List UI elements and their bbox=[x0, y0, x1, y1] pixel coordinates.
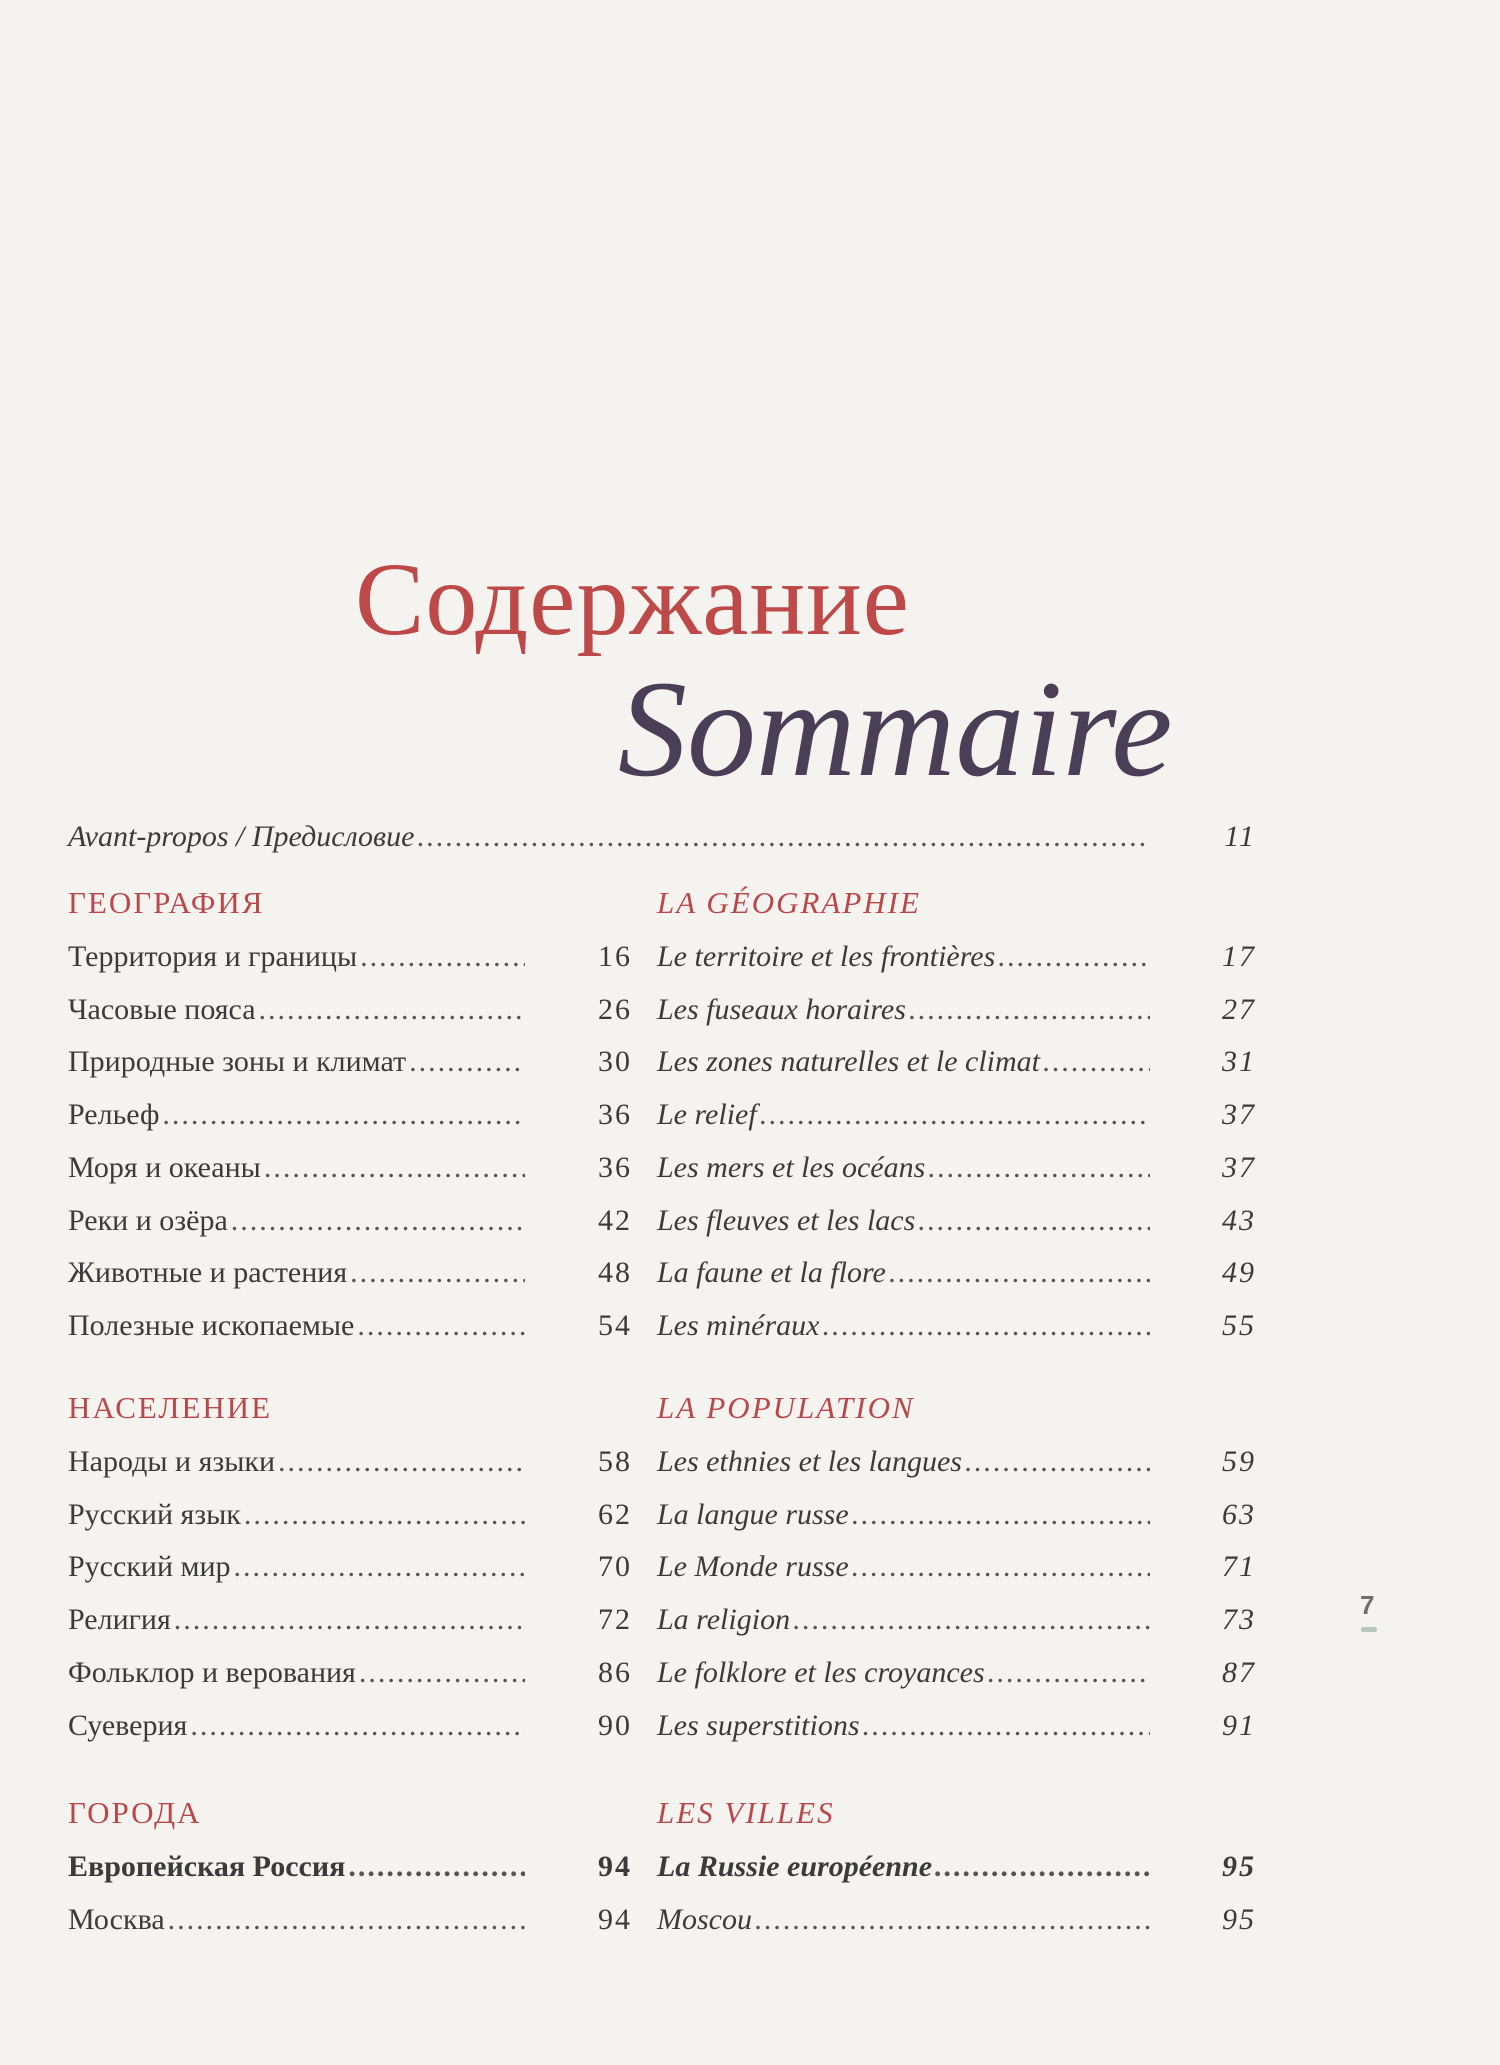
toc-entry-page: 58 bbox=[598, 1445, 632, 1478]
toc-entry-page: 95 bbox=[1222, 1902, 1256, 1936]
toc-entry-title: Полезные ископаемые bbox=[68, 1308, 355, 1342]
section-heading-ru: НАСЕЛЕНИЕ bbox=[68, 1390, 273, 1425]
section-heading-ru: ГЕОГРАФИЯ bbox=[68, 885, 265, 920]
toc-entry-title: Les ethnies et les langues bbox=[657, 1445, 962, 1478]
toc-entry-ru bbox=[68, 1850, 632, 1890]
toc-entry-page: 70 bbox=[598, 1550, 632, 1584]
toc-entry-page: 63 bbox=[1222, 1497, 1256, 1531]
toc-entry-page: 62 bbox=[598, 1497, 632, 1531]
toc-entry-title: Moscou bbox=[657, 1902, 752, 1936]
toc-entry-title: Москва bbox=[68, 1902, 165, 1936]
toc-entry-page: 11 bbox=[1224, 820, 1256, 853]
toc-entry-page: 59 bbox=[1222, 1445, 1256, 1478]
toc-entry-page: 27 bbox=[1222, 992, 1256, 1026]
toc-entry-page: 31 bbox=[1222, 1045, 1256, 1079]
section-heading-fr: LA POPULATION bbox=[657, 1390, 915, 1425]
toc-entry-title: La langue russe bbox=[657, 1497, 849, 1531]
toc-entry-title: Le folklore et les croyances bbox=[657, 1655, 985, 1689]
toc-entry-ru bbox=[68, 1256, 632, 1296]
toc-entry-fr bbox=[657, 1098, 1256, 1138]
toc-entry-title: Русский мир bbox=[68, 1550, 231, 1584]
page-number-marker bbox=[1361, 1627, 1377, 1632]
toc-entry-title: Рельеф bbox=[68, 1098, 160, 1132]
toc-dot-leader bbox=[162, 1098, 525, 1132]
toc-dot-leader bbox=[234, 1550, 525, 1584]
toc-foreword bbox=[68, 820, 1256, 860]
toc-entry-ru bbox=[68, 1150, 632, 1191]
toc-dot-leader bbox=[278, 1445, 525, 1479]
toc-entry-ru bbox=[68, 1603, 632, 1643]
toc-entry-fr bbox=[657, 1603, 1256, 1643]
toc-entry-title: Часовые пояса bbox=[68, 992, 256, 1026]
toc-dot-leader bbox=[965, 1445, 1150, 1479]
toc-entry-fr bbox=[657, 1445, 1256, 1485]
toc-dot-leader bbox=[935, 1850, 1150, 1884]
toc-entry-fr bbox=[657, 1256, 1256, 1296]
toc-entry-ru bbox=[68, 1655, 632, 1696]
toc-entry-title: Фольклор и верования bbox=[68, 1655, 356, 1689]
toc-dot-leader bbox=[174, 1603, 525, 1637]
toc-dot-leader bbox=[863, 1709, 1150, 1743]
toc-entry-title: La faune et la flore bbox=[657, 1256, 886, 1290]
toc-entry-title: Les minéraux bbox=[657, 1308, 820, 1342]
toc-entry-ru bbox=[68, 940, 632, 980]
toc-dot-leader bbox=[755, 1903, 1150, 1937]
toc-entry-page: 94 bbox=[598, 1850, 632, 1883]
toc-entry-title: Les mers et les océans bbox=[657, 1150, 926, 1184]
toc-entry-title: Территория и границы bbox=[68, 940, 358, 973]
toc-dot-leader bbox=[918, 1204, 1150, 1238]
toc-entry-ru bbox=[68, 1497, 632, 1538]
toc-dot-leader bbox=[852, 1550, 1150, 1584]
section-heading-fr: LA GÉOGRAPHIE bbox=[657, 885, 921, 920]
section-heading-fr: LES VILLES bbox=[657, 1795, 835, 1830]
toc-entry-title: Le relief bbox=[657, 1098, 757, 1132]
toc-entry-title: Суеверия bbox=[68, 1708, 188, 1742]
toc-dot-leader bbox=[417, 820, 1150, 854]
toc-dot-leader bbox=[190, 1709, 525, 1743]
section-heading-ru: ГОРОДА bbox=[68, 1795, 202, 1830]
toc-dot-leader bbox=[359, 1656, 525, 1690]
toc-entry-ru bbox=[68, 1445, 632, 1485]
toc-entry-ru bbox=[68, 992, 632, 1033]
toc-entry-title: La Russie européenne bbox=[657, 1850, 933, 1883]
toc-entry-title: Реки и озёра bbox=[68, 1203, 228, 1237]
toc-entry-title: Европейская Россия bbox=[68, 1850, 346, 1883]
toc-dot-leader bbox=[259, 993, 525, 1027]
toc-entry-fr bbox=[657, 1045, 1256, 1085]
toc-entry-title: Les zones naturelles et le climat bbox=[657, 1045, 1040, 1079]
toc-entry-fr bbox=[657, 1203, 1256, 1244]
toc-entry-page: 37 bbox=[1222, 1098, 1256, 1132]
toc-entry-fr bbox=[657, 1550, 1256, 1590]
toc-entry-page: 72 bbox=[598, 1603, 632, 1637]
toc-dot-leader bbox=[760, 1098, 1150, 1132]
toc-entry-page: 73 bbox=[1222, 1603, 1256, 1637]
toc-dot-leader bbox=[928, 1151, 1150, 1185]
toc-entry-page: 94 bbox=[598, 1902, 632, 1936]
toc-dot-leader bbox=[360, 940, 525, 974]
toc-dot-leader bbox=[1043, 1045, 1150, 1079]
toc-dot-leader bbox=[264, 1151, 525, 1185]
toc-entry-fr bbox=[657, 1308, 1256, 1349]
toc-entry-page: 87 bbox=[1222, 1655, 1256, 1689]
toc-dot-leader bbox=[168, 1903, 525, 1937]
page-title-fr: Sommaire bbox=[618, 652, 1173, 805]
toc-entry-ru bbox=[68, 1045, 632, 1085]
toc-entry-fr bbox=[657, 1850, 1256, 1890]
toc-dot-leader bbox=[889, 1256, 1150, 1290]
toc-entry-ru bbox=[68, 1203, 632, 1244]
toc-entry-fr bbox=[657, 1655, 1256, 1696]
toc-entry-page: 55 bbox=[1222, 1308, 1256, 1342]
toc-entry-title: Русский язык bbox=[68, 1497, 241, 1531]
toc-entry-page: 71 bbox=[1222, 1550, 1256, 1584]
toc-entry-page: 48 bbox=[598, 1256, 632, 1290]
toc-entry-page: 17 bbox=[1222, 940, 1256, 973]
toc-entry-title: Les fuseaux horaires bbox=[657, 992, 906, 1026]
toc-entry-page: 26 bbox=[598, 992, 632, 1026]
toc-entry-page: 86 bbox=[598, 1655, 632, 1689]
toc-entry-ru bbox=[68, 1708, 632, 1749]
toc-dot-leader bbox=[231, 1204, 525, 1238]
toc-dot-leader bbox=[822, 1309, 1150, 1343]
toc-entry-title: Народы и языки bbox=[68, 1445, 276, 1478]
toc-dot-leader bbox=[244, 1498, 525, 1532]
toc-dot-leader bbox=[409, 1045, 525, 1079]
toc-entry-title: Avant-propos / Предисловие bbox=[68, 820, 415, 853]
toc-entry-title: La religion bbox=[657, 1603, 791, 1637]
toc-entry-title: Les fleuves et les lacs bbox=[657, 1203, 916, 1237]
toc-entry-page: 36 bbox=[598, 1098, 632, 1132]
toc-entry-page: 42 bbox=[598, 1203, 632, 1237]
toc-entry-page: 16 bbox=[598, 940, 632, 973]
toc-entry-fr bbox=[657, 992, 1256, 1033]
toc-dot-leader bbox=[793, 1603, 1150, 1637]
toc-entry-ru bbox=[68, 1098, 632, 1138]
page-number: 7 bbox=[1360, 1590, 1375, 1620]
toc-dot-leader bbox=[852, 1498, 1150, 1532]
toc-entry-fr bbox=[657, 1150, 1256, 1191]
toc-entry-title: Les superstitions bbox=[657, 1708, 860, 1742]
toc-entry-ru bbox=[68, 1550, 632, 1590]
toc-entry-fr bbox=[657, 1497, 1256, 1538]
toc-dot-leader bbox=[350, 1256, 525, 1290]
toc-dot-leader bbox=[348, 1850, 525, 1884]
toc-dot-leader bbox=[357, 1309, 525, 1343]
toc-entry-fr bbox=[657, 1902, 1256, 1943]
toc-entry-page: 43 bbox=[1222, 1203, 1256, 1237]
toc-entry-page: 91 bbox=[1222, 1708, 1256, 1742]
toc-entry-title: Le territoire et les frontières bbox=[657, 940, 996, 973]
toc-entry-page: 54 bbox=[598, 1308, 632, 1342]
toc-entry-ru bbox=[68, 1902, 632, 1943]
toc-dot-leader bbox=[998, 940, 1150, 974]
toc-entry-page: 90 bbox=[598, 1708, 632, 1742]
toc-entry-page: 36 bbox=[598, 1150, 632, 1184]
toc-dot-leader bbox=[909, 993, 1150, 1027]
toc-entry-title: Моря и океаны bbox=[68, 1150, 261, 1184]
toc-entry-page: 30 bbox=[598, 1045, 632, 1079]
toc-entry-ru bbox=[68, 1308, 632, 1349]
toc-entry-title: Le Monde russe bbox=[657, 1550, 849, 1584]
toc-dot-leader bbox=[988, 1656, 1150, 1690]
toc-entry-title: Животные и растения bbox=[68, 1256, 348, 1290]
toc-entry-page: 49 bbox=[1222, 1256, 1256, 1290]
toc-entry-fr bbox=[657, 1708, 1256, 1749]
toc-entry-page: 95 bbox=[1222, 1850, 1256, 1883]
toc-entry-title: Природные зоны и климат bbox=[68, 1045, 407, 1079]
toc-entry-fr bbox=[657, 940, 1256, 980]
toc-entry-title: Религия bbox=[68, 1603, 171, 1637]
toc-entry-page: 37 bbox=[1222, 1150, 1256, 1184]
page-title-ru: Содержание bbox=[355, 542, 910, 657]
